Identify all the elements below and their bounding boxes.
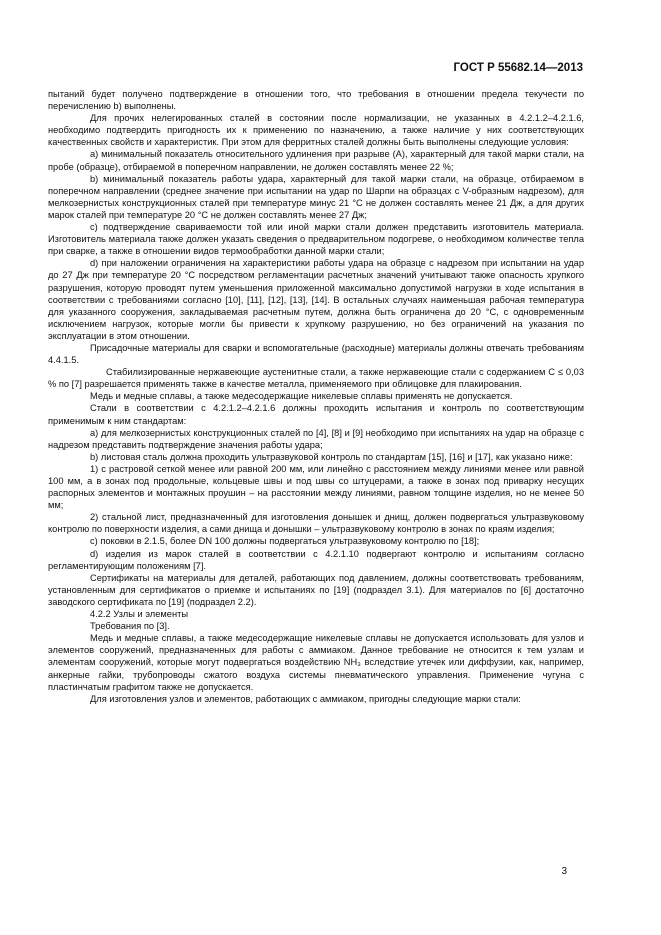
document-body [48,88,584,705]
paragraph: Сертификаты на материалы для деталей, работающих под давлением, должны соответствовать требованиям, установленным для сертификатов о приемке и испытаниях по [19] (подраздел 3.1). Для материалов по [6] достаточно заводского сертификата по [19] (подраздел 2.2). [48,572,584,607]
paragraph: Требования по [3]. [90,621,170,632]
section-heading: 4.2.2 Узлы и элементы [90,609,189,620]
list-item: b) минимальный показатель работы удара, характерный для такой марки стали, на образце, отбираемом в поперечном направлении (среднее значение при испытании на удар по Шарпи на образцах с V-образным надрезом), для мелкозернистых конструкционных сталей при температуре минус 21 °С не должен составлять менее 21 Дж, а для других марок сталей при температуре 20 °С не должен составлять менее 27 Дж; [48,173,584,220]
list-item: a) минимальный показатель относительного удлинения при разрыве (A), характерный для такой марки стали, на пробе (образце), отбираемой в поперечном направлении, не должен составлять менее 22 %; [48,149,584,172]
paragraph: Для изготовления узлов и элементов, работающих с аммиаком, пригодны следующие марки стали: [90,693,521,704]
document-code: ГОСТ Р 55682.14—2013 [453,62,583,74]
paragraph: пытаний будет получено подтверждение в отношении того, что требования в отношении предела текучести по перечислению b) выполнены. [48,89,584,112]
paragraph: Для прочих нелегированных сталей в состоянии после нормализации, не указанных в 4.2.1.2–4.2.1.6, необходимо подтвердить пригодность их к применению по назначению, а также наличие у них соответствующих качественных свойств и характеристик. При этом для ферритных сталей должны быть выполнены следующие условия: [48,113,584,148]
list-item: d) при наложении ограничения на характеристики работы удара на образце с надрезом при испытании на удар до 27 Дж при температуре 20 °С посредством регламентации расчетных значений учитывают также опасность хрупкого разрушения, которую проводят путем уменьшения приложенной максимально допустимой нагрузки в ходе испытания в соответствии с требованиями согласно [10], [11], [12], [13], [14]. В остальных случаях наименьшая рабочая температура для указанного сооружения, закладываемая расчетным путем, должна быть ограничена до 20 °С, с одновременным исключением нагрузок, которые могли бы привести к хрупкому разрушению, но без ограничений на указания по эксплуатации в этом отношении. [48,258,584,341]
paragraph: Стали в соответствии с 4.2.1.2–4.2.1.6 должны проходить испытания и контроль по соответствующим применимым к ним стандартам: [48,403,584,426]
list-item: b) листовая сталь должна проходить ультразвуковой контроль по стандартам [15], [16] и [17], как указано ниже: [90,451,573,462]
sub-list-item: 1) с растровой сеткой менее или равной 200 мм, или линейно с расстоянием между линиями менее или равной 100 мм, а в зонах под продольные, кольцевые швы и под швы со штуцерами, а также в зонах под приварку несущих распорных элементов и монтажных проушин – на расстоянии между линиями, равном толщине изделия, но не менее 50 мм; [48,463,584,511]
sub-list-item: 2) стальной лист, предназначенный для изготовления донышек и днищ, должен подвергаться ультразвуковому контролю по поверхности изделия, а сами днища и донышки – ультразвуковому контролю в зонах по краям изделия; [48,512,584,535]
paragraph: Медь и медные сплавы, а также медесодержащие никелевые сплавы не допускается использовать для узлов и элементов сооружений, предназначенных для работы с аммиаком. Данное требование не относится к тем узлам и элементам сооружений, которые могут подвергаться воздействию NH₃ вследствие утечек или диффузии, как, например, анкерные гайки, трубопроводы сжатого воздуха системы пневматического управления. Применение чугуна с пластинчатым графитом также не допускается. [48,633,584,692]
list-item: c) подтверждение свариваемости той или иной марки стали должен представить изготовитель материала. Изготовитель материала также должен указать сведения о предварительном подогреве, о необходимом количестве тепла при сварке, а также в отношении видов термообработки данной марки стали; [48,222,584,257]
paragraph: Присадочные материалы для сварки и вспомогательные (расходные) материалы должны отвечать требованиям 4.4.1.5. [48,342,584,366]
paragraph: Стабилизированные нержавеющие аустенитные стали, а также нержавеющие стали с содержанием С ≤ 0,03 % по [7] разрешается применять также в качестве металла, применяемого при облицовке для плакирования. [48,367,584,390]
paragraph: Медь и медные сплавы, а также медесодержащие никелевые сплавы применять не допускается. [90,391,513,402]
page-number: 3 [561,866,567,877]
list-item: d) изделия из марок сталей в соответствии с 4.2.1.10 подвергают контролю и испытаниям согласно регламентирующим положениям [7]. [48,548,584,571]
list-item: c) поковки в 2.1.5, более DN 100 должны подвергаться ультразвуковому контролю по [18]; [90,536,480,547]
list-item: a) для мелкозернистых конструкционных сталей по [4], [8] и [9] необходимо при испытаниях на удар на образце с надрезом представить подтверждение значения работы удара; [48,427,584,450]
